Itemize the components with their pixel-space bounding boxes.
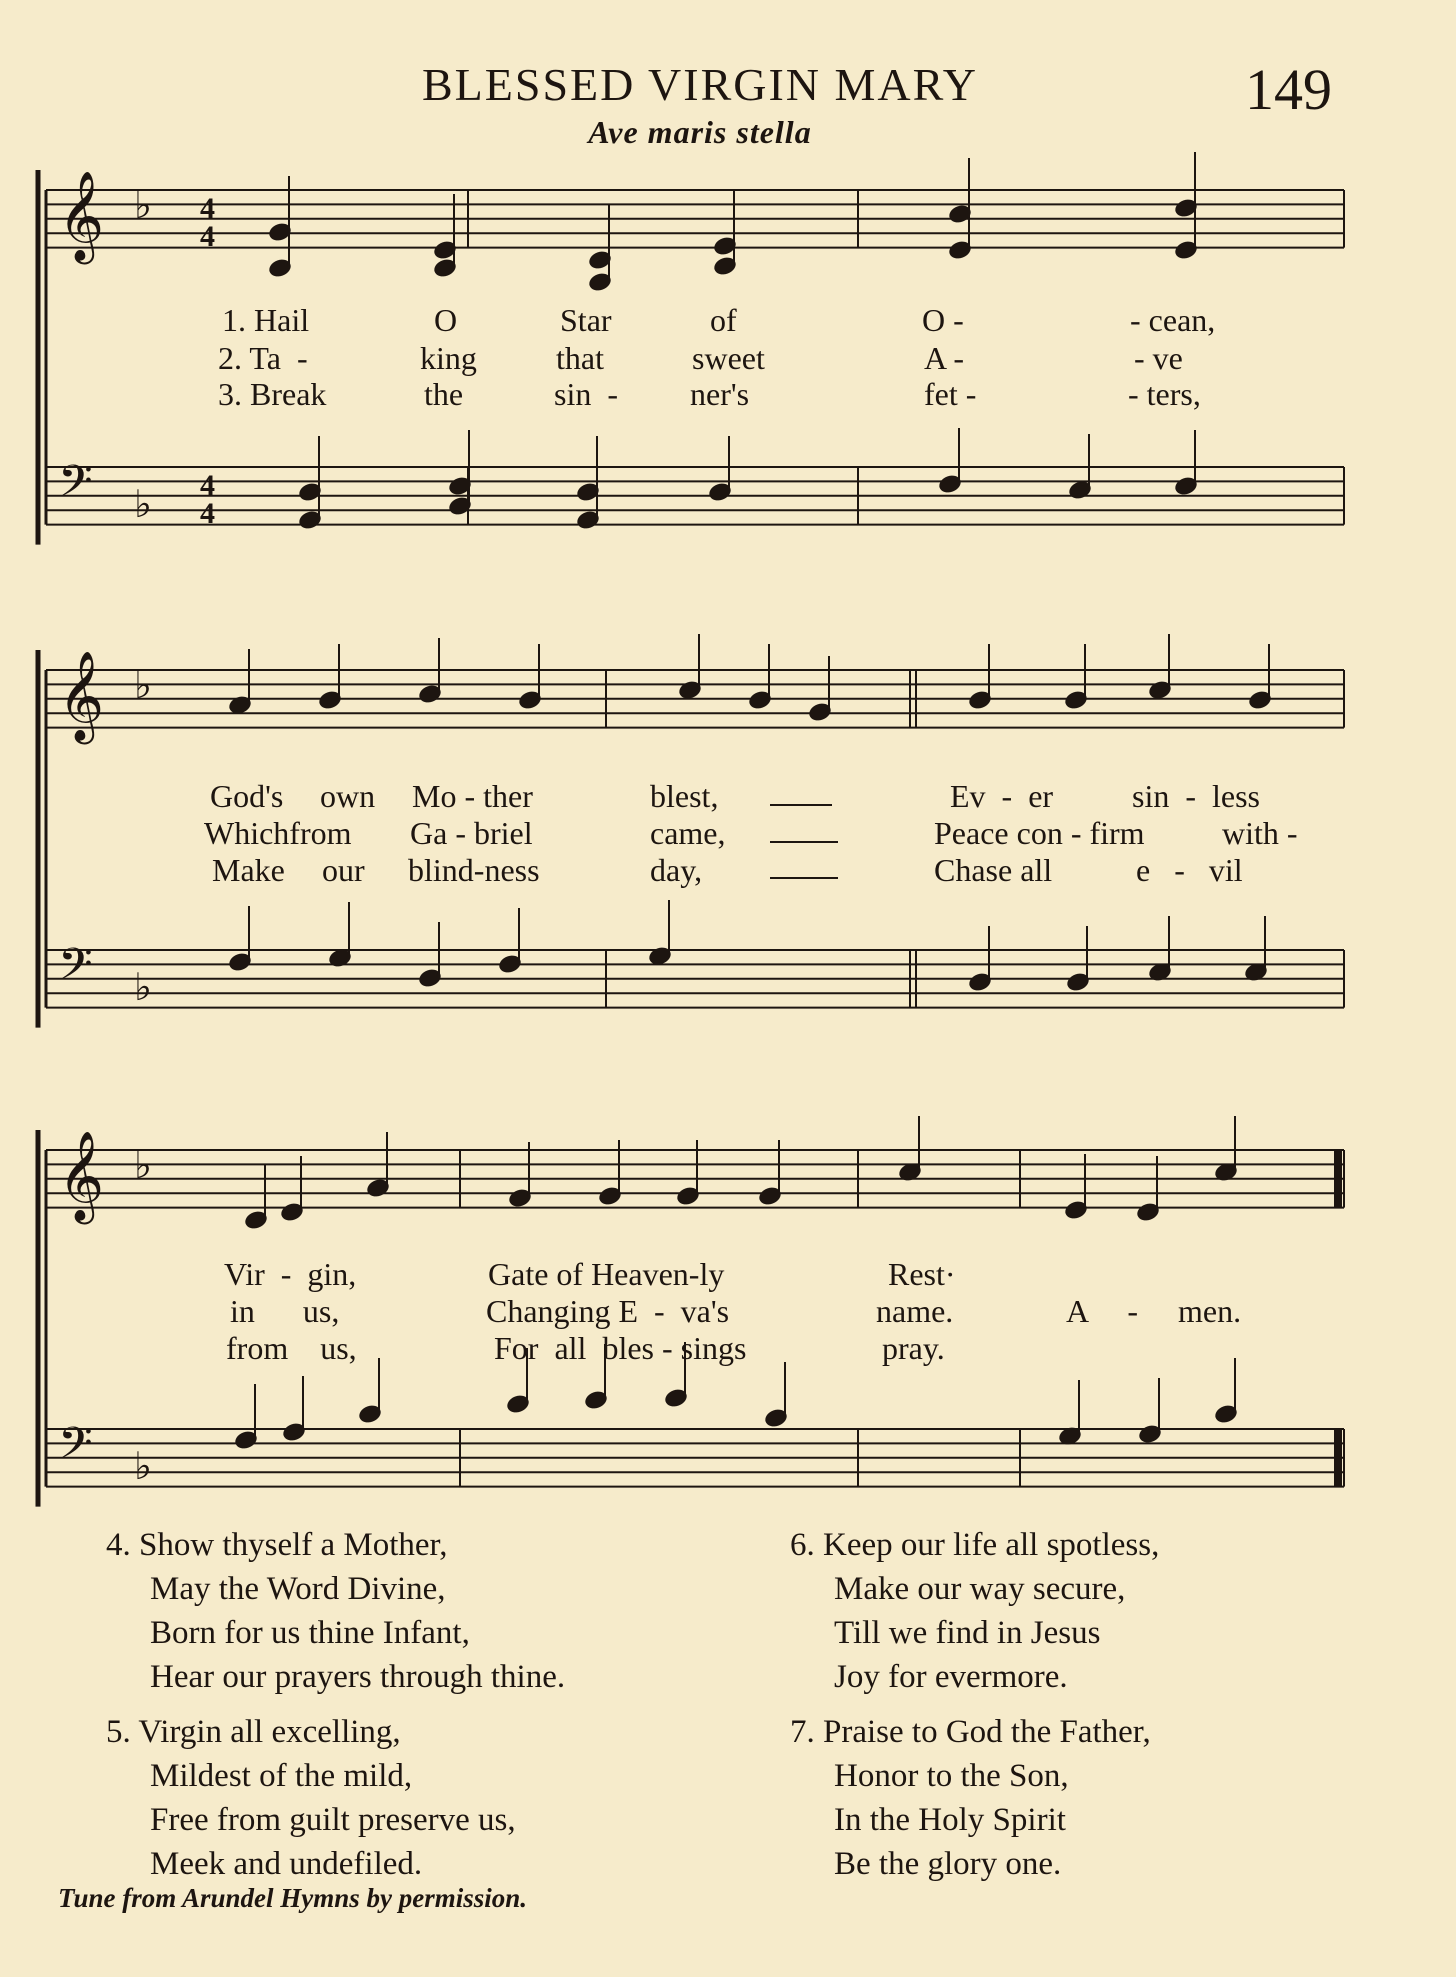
lyric: king — [420, 340, 477, 376]
lyric: O — [434, 302, 458, 338]
verse-line: Till we find in Jesus — [834, 1615, 1101, 1651]
lyric: Whichfrom — [204, 815, 352, 851]
flat-icon: ♭ — [134, 183, 152, 227]
verse-line: Praise to God the Father, — [823, 1714, 1151, 1750]
verse-5 — [106, 1710, 516, 1886]
verse-line: Be the glory one. — [834, 1846, 1062, 1882]
time-signature: 4 — [200, 192, 215, 225]
verse-line: Born for us thine Infant, — [150, 1615, 470, 1651]
time-signature: 4 — [200, 469, 215, 502]
verse-line: Free from guilt preserve us, — [150, 1802, 516, 1838]
lyric: of — [710, 302, 737, 338]
bass-clef-icon: 𝄢 — [58, 455, 93, 518]
verse-line: Meek and undefiled. — [150, 1846, 423, 1882]
lyric: name. — [876, 1293, 954, 1329]
verse-line: Make our way secure, — [834, 1571, 1126, 1607]
lyric: A - men. — [1066, 1293, 1242, 1329]
lyric: Star — [560, 302, 612, 338]
lyric: own — [320, 778, 376, 814]
lyric: blest, — [650, 778, 719, 814]
lyric: Chase all — [934, 852, 1053, 888]
verse-line: May the Word Divine, — [150, 1571, 446, 1607]
lyric: in us, — [230, 1293, 340, 1329]
lyric: - ters, — [1128, 376, 1201, 412]
lyric: A - — [924, 340, 964, 376]
lyric: Changing E - va's — [486, 1293, 730, 1329]
hymn-title: BLESSED VIRGIN MARY — [422, 59, 978, 110]
verse-4 — [106, 1523, 565, 1699]
lyric: O - — [922, 302, 964, 338]
treble-clef-icon: 𝄞 — [58, 1131, 105, 1221]
final-barline — [1334, 1429, 1342, 1487]
flat-icon: ♭ — [134, 482, 152, 526]
time-signature: 4 — [200, 220, 215, 253]
time-signature: 4 — [200, 497, 215, 530]
treble-clef-icon: 𝄞 — [58, 171, 105, 261]
verse-7 — [790, 1710, 1151, 1886]
verse-line: Joy for evermore. — [834, 1659, 1068, 1695]
tune-credit: Tune from Arundel Hymns by permission. — [58, 1883, 528, 1913]
lyric: - ve — [1134, 340, 1183, 376]
lyric: Rest· — [888, 1256, 956, 1292]
final-barline — [1334, 1150, 1342, 1208]
flat-icon: ♭ — [134, 965, 152, 1009]
lyric: the — [424, 376, 464, 412]
treble-clef-icon: 𝄞 — [58, 651, 105, 741]
lyric: e - vil — [1136, 852, 1243, 888]
verse-line: Keep our life all spotless, — [823, 1527, 1160, 1563]
lyric: blind-ness — [408, 852, 540, 888]
lyric: 1. Hail — [222, 302, 310, 338]
bass-clef-icon: 𝄢 — [58, 938, 93, 1001]
lyric: our — [322, 852, 365, 888]
verse-line: Mildest of the mild, — [150, 1758, 413, 1794]
lyric: came, — [650, 815, 726, 851]
lyric: ner's — [690, 376, 750, 412]
lyric: fet - — [924, 376, 977, 412]
lyric: For all bles - sings — [494, 1330, 747, 1366]
lyric: Make — [212, 852, 285, 888]
verse-6 — [790, 1523, 1159, 1699]
flat-icon: ♭ — [134, 1143, 152, 1187]
lyric: day, — [650, 852, 703, 888]
lyric: 3. Break — [218, 376, 327, 412]
verse-line: Show thyself a Mother, — [139, 1527, 448, 1563]
lyric: God's — [210, 778, 284, 814]
lyric: from us, — [226, 1330, 357, 1366]
lyric: with - — [1222, 815, 1298, 851]
lyric: Mo - ther — [412, 778, 533, 814]
lyric: sin - less — [1132, 778, 1260, 814]
flat-icon: ♭ — [134, 663, 152, 707]
flat-icon: ♭ — [134, 1444, 152, 1488]
verse-line: Virgin all excelling, — [138, 1714, 401, 1750]
lyric: Ev - er — [950, 778, 1054, 814]
hymn-subtitle: Ave maris stella — [588, 114, 812, 150]
bass-clef-icon: 𝄢 — [58, 1417, 93, 1480]
lyric: Ga - briel — [410, 815, 533, 851]
verse-line: Honor to the Son, — [834, 1758, 1069, 1794]
verse-line: In the Holy Spirit — [834, 1802, 1066, 1838]
verse-number: 7. — [790, 1714, 815, 1750]
lyric: sweet — [692, 340, 765, 376]
lyric: that — [556, 340, 604, 376]
lyric: 2. Ta - — [218, 340, 308, 376]
lyric: pray. — [882, 1330, 945, 1366]
verse-number: 5. — [106, 1714, 131, 1750]
lyric: Gate of Heaven-ly — [488, 1256, 725, 1292]
verse-line: Hear our prayers through thine. — [150, 1659, 566, 1695]
lyric: sin - — [554, 376, 618, 412]
page-number: 149 — [1245, 57, 1332, 122]
lyric: Vir - gin, — [224, 1256, 357, 1292]
verse-number: 4. — [106, 1527, 131, 1563]
lyric: Peace con - firm — [934, 815, 1145, 851]
lyric: - cean, — [1130, 302, 1216, 338]
verse-number: 6. — [790, 1527, 815, 1563]
